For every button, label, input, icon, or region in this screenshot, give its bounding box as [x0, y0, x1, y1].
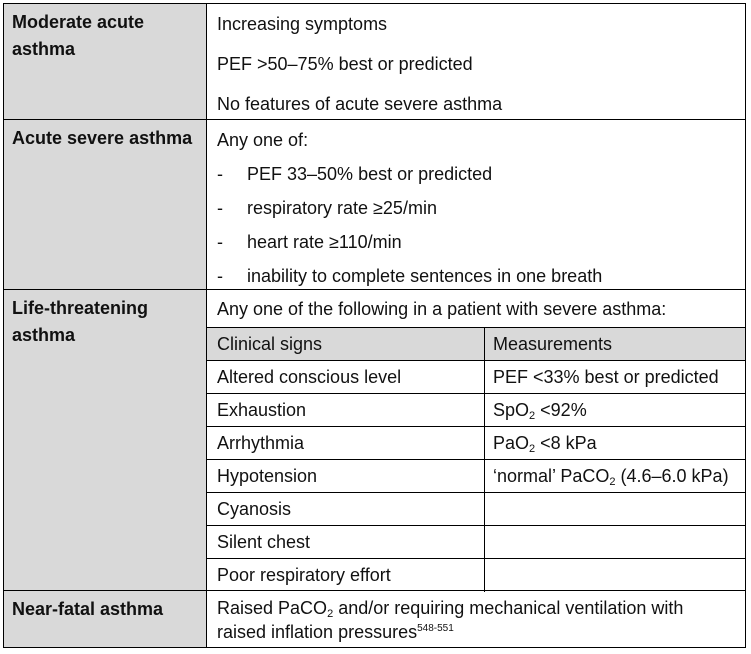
table-row: [207, 493, 745, 526]
measurement-cell-empty: [485, 526, 745, 558]
asthma-severity-table: [3, 3, 746, 648]
sign-cell: Silent chest: [207, 526, 485, 558]
measurement-cell: PEF <33% best or predicted: [493, 367, 719, 387]
text-line: No features of acute severe asthma: [217, 94, 503, 114]
table-row: [207, 526, 745, 559]
row-severe: [4, 120, 745, 290]
table-header-row: [207, 328, 745, 361]
text-line: raised inflation pressures$^{548-551}$: [217, 622, 454, 642]
row-label: Life-threatening asthma: [4, 290, 207, 590]
row-life-threatening: [4, 290, 745, 591]
row-label: Near-fatal asthma: [4, 591, 207, 647]
text-line: PEF >50–75% best or predicted: [217, 54, 473, 74]
list-item: heart rate ≥110/min: [247, 232, 402, 252]
sign-cell: Altered conscious level: [207, 361, 485, 393]
row-moderate: [4, 4, 745, 120]
list-item: respiratory rate ≥25/min: [247, 198, 437, 218]
sign-cell: Arrhythmia: [207, 427, 485, 459]
intro-text: Any one of the following in a patient with severe asthma:: [217, 299, 667, 319]
sign-cell: Exhaustion: [207, 394, 485, 426]
header-measurements: Measurements: [493, 334, 613, 354]
measurement-cell-empty: [485, 559, 745, 592]
header-clinical-signs: Clinical signs: [207, 328, 485, 360]
measurement-cell-empty: [485, 493, 745, 525]
intro-text: Any one of:: [217, 130, 309, 150]
table-row: [207, 394, 745, 427]
reference-superscript: 548-551: [417, 623, 454, 634]
table-row: [207, 460, 745, 493]
sign-cell: Hypotension: [207, 460, 485, 492]
row-label: Acute severe asthma: [4, 120, 207, 289]
table-row: [207, 427, 745, 460]
row-label: Moderate acute asthma: [4, 4, 207, 119]
text-line: Increasing symptoms: [217, 14, 388, 34]
measurement-cell: ‘normal’ PaCO$_2$ (4.6–6.0 kPa): [493, 466, 729, 488]
measurement-cell: SpO$_2$ <92%: [493, 400, 587, 422]
bullet-marker: -: [217, 232, 223, 252]
list-item: inability to complete sentences in one breath: [247, 266, 603, 286]
bullet-marker: -: [217, 198, 223, 218]
sign-cell: Poor respiratory effort: [207, 559, 485, 592]
bullet-marker: -: [217, 266, 223, 286]
table-row: [207, 559, 745, 592]
clinical-signs-table: [207, 327, 745, 585]
sign-cell: Cyanosis: [207, 493, 485, 525]
list-item: PEF 33–50% best or predicted: [247, 164, 493, 184]
row-near-fatal: [4, 591, 745, 647]
table-row: [207, 361, 745, 394]
text-line: Raised PaCO$_2$ and/or requiring mechanical ventilation with: [217, 598, 684, 620]
bullet-marker: -: [217, 164, 223, 184]
measurement-cell: PaO$_2$ <8 kPa: [493, 433, 597, 455]
